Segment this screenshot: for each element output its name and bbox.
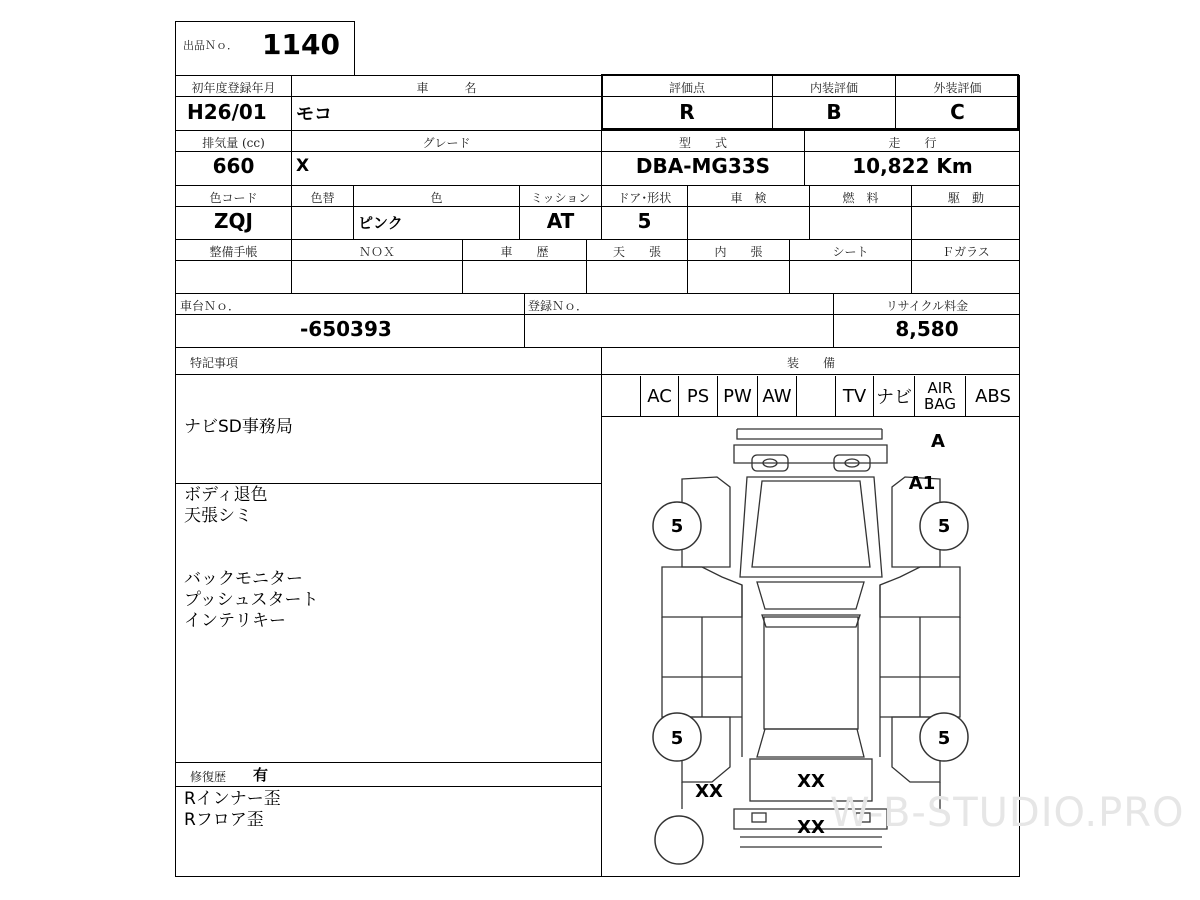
tire-front-right-grade: 5 [937, 516, 951, 537]
grade-label: グレード [422, 136, 471, 150]
color-label: 色 [430, 191, 443, 205]
chassis-no-label: 車台Ｎｏ． [180, 299, 241, 313]
grade-value: X [296, 156, 310, 176]
model-label: 型 式 [678, 136, 727, 150]
special-notes-label: 特記事項 [190, 356, 239, 370]
remark-line: プッシュスタート [184, 590, 319, 610]
interior-score-label: 内装評価 [809, 81, 858, 95]
repair-notes-list [184, 789, 281, 831]
remark-line: ボディ退色 [184, 485, 268, 505]
exterior-score-label: 外装評価 [933, 81, 982, 95]
score-label: 評価点 [668, 81, 705, 95]
color-change-label: 色替 [310, 191, 335, 205]
damage-mark-rear-gate: XX [797, 771, 825, 792]
remark-line: 天張シミ [184, 506, 252, 526]
equipment-item: AC [647, 385, 672, 407]
car-history-label: 車 歴 [500, 245, 549, 259]
reg-date-value: H26/01 [187, 100, 267, 124]
nox-label: ＮＯＸ [358, 245, 395, 259]
remark-line: インテリキー [184, 611, 286, 631]
damage-mark-front: A [931, 431, 945, 452]
damage-mark-front-right: A1 [908, 473, 936, 494]
interior-trim-label: 内 張 [714, 245, 763, 259]
equipment-item: ABS [975, 385, 1011, 407]
equipment-item: PS [686, 385, 710, 407]
equipment-item: AIR BAG [924, 379, 956, 413]
equipment-item: PW [723, 385, 752, 407]
remark-line [184, 548, 318, 569]
color-code-value: ZQJ [214, 209, 253, 233]
remark-line: バックモニター [184, 569, 303, 589]
reg-date-label: 初年度登録年月 [191, 81, 276, 95]
car-name-value: モコ [296, 104, 332, 125]
lot-number-label: 出品Ｎｏ． [183, 39, 238, 52]
equipment-item: AW [762, 385, 792, 407]
score-value: R [679, 100, 695, 124]
equipment-item: TV [842, 385, 867, 407]
seat-label: シート [832, 245, 869, 259]
repair-history-value: 有 [253, 766, 269, 784]
mileage-value: 10,822 Km [852, 154, 973, 178]
mission-label: ミッション [530, 191, 591, 205]
front-glass-label: Ｆガラス [942, 245, 990, 259]
tire-rear-right-grade: 5 [937, 728, 951, 749]
displacement-value: 660 [212, 154, 255, 178]
recycle-fee-value: 8,580 [895, 317, 959, 341]
tire-rear-left-grade: 5 [670, 728, 684, 749]
mileage-label: 走 行 [888, 136, 937, 150]
exterior-score-value: C [950, 100, 965, 124]
color-code-label: 色コード [209, 191, 258, 205]
ceiling-label: 天 張 [612, 245, 661, 259]
equipment-item [797, 376, 835, 416]
damage-mark-rear-left: XX [695, 781, 723, 802]
model-value: DBA-MG33S [635, 154, 771, 178]
displacement-label: 排気量 (cc) [202, 136, 265, 150]
inspection-label: 車 検 [730, 191, 767, 205]
drive-label: 駆 動 [947, 191, 984, 205]
fuel-label: 燃 料 [842, 191, 879, 205]
equipment-label: 装 備 [786, 356, 835, 370]
watermark: W-B-STUDIO.PRO [830, 790, 1185, 836]
special-notes-text: ナビSD事務局 [184, 417, 293, 437]
repair-note-line: Rインナー歪 [184, 789, 281, 809]
manual-label: 整備手帳 [209, 245, 258, 259]
tire-front-left-grade: 5 [670, 516, 684, 537]
equipment-item: ナビ [876, 387, 912, 408]
interior-score-value: B [826, 100, 842, 124]
chassis-no-value: -650393 [300, 317, 392, 341]
car-name-label: 車 名 [416, 81, 477, 95]
recycle-fee-label: リサイクル料金 [885, 299, 969, 313]
remark-line [184, 527, 318, 548]
remarks-list [184, 485, 318, 632]
lot-number: 1140 [262, 28, 340, 61]
doors-label: ドア･形状 [617, 191, 672, 205]
repair-note-line: Rフロア歪 [184, 810, 264, 830]
mission-value: AT [546, 209, 575, 233]
color-value: ピンク [358, 214, 403, 232]
repair-history-label: 修復歴 [190, 770, 227, 784]
doors-value: 5 [637, 209, 652, 233]
damage-mark-rear-bumper: XX [797, 817, 825, 838]
registration-no-label: 登録Ｎｏ． [528, 299, 589, 313]
